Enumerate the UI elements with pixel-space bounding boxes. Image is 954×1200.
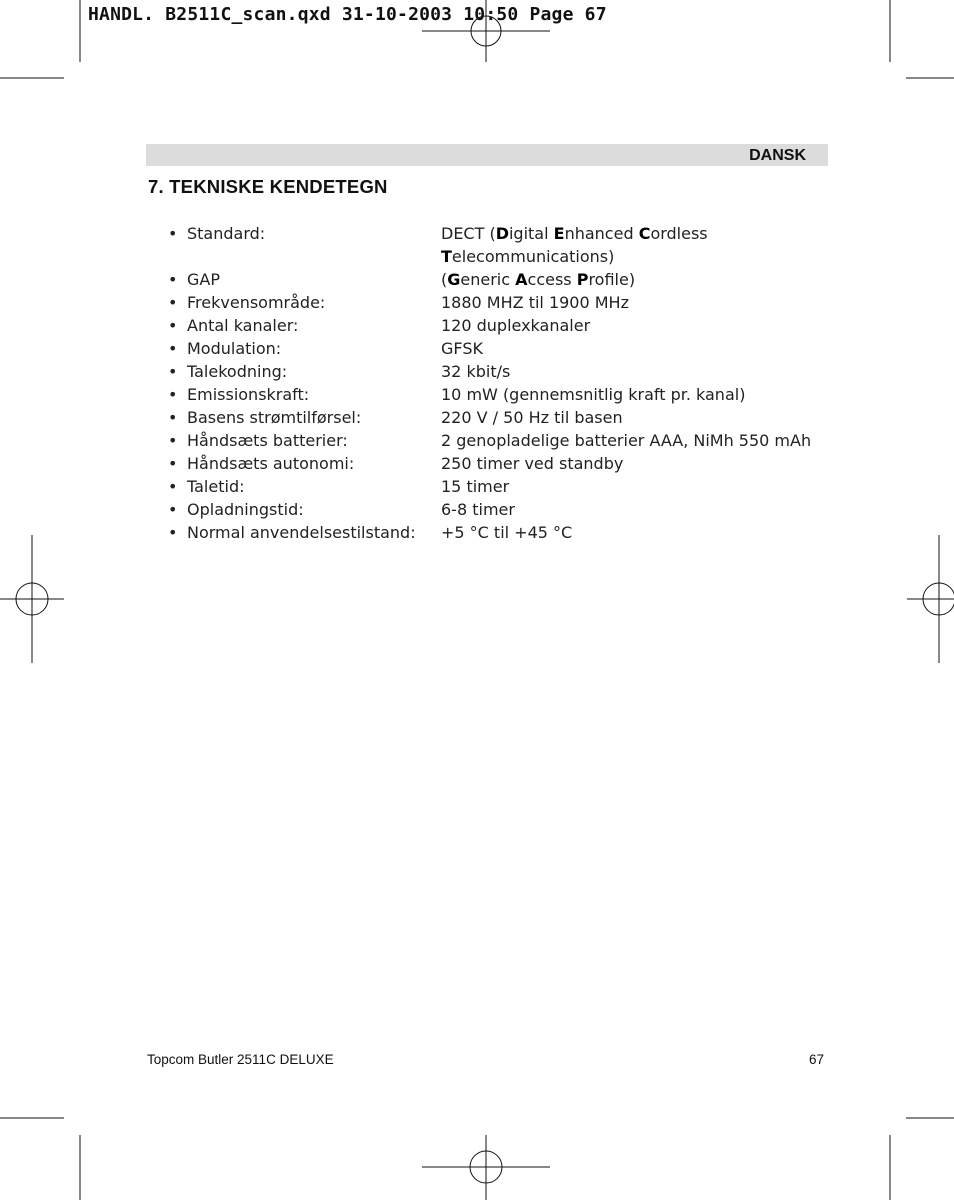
spec-label: Håndsæts batterier: (187, 431, 348, 450)
spec-value: 10 mW (gennemsnitlig kraft pr. kanal) (441, 385, 746, 404)
bullet-icon: • (168, 293, 178, 312)
spec-row (168, 268, 831, 291)
spec-value: GFSK (441, 339, 483, 358)
spec-row (168, 291, 831, 314)
spec-list (168, 222, 831, 544)
bullet-icon: • (168, 454, 178, 473)
spec-value: DECT (Digital Enhanced Cordless Telecommunications) (441, 224, 708, 266)
registration-mark-bottom (422, 1135, 550, 1200)
spec-label: Taletid: (187, 477, 245, 496)
spec-label: Frekvensområde: (187, 293, 326, 312)
bullet-icon: • (168, 500, 178, 519)
spec-value: 15 timer (441, 477, 510, 496)
spec-row (168, 383, 831, 406)
spec-value: (Generic Access Profile) (441, 270, 636, 289)
spec-label: Normal anvendelsestilstand: (187, 523, 416, 542)
language-label: DANSK (749, 147, 806, 164)
bullet-icon: • (168, 385, 178, 404)
spec-row (168, 222, 831, 268)
spec-row (168, 360, 831, 383)
spec-label: Håndsæts autonomi: (187, 454, 355, 473)
bullet-icon: • (168, 523, 178, 542)
footer-product-name: Topcom Butler 2511C DELUXE (147, 1052, 334, 1067)
spec-row (168, 475, 831, 498)
spec-row (168, 406, 831, 429)
spec-row (168, 314, 831, 337)
spec-label: Talekodning: (187, 362, 288, 381)
spec-row (168, 452, 831, 475)
spec-value: 2 genopladelige batterier AAA, NiMh 550 mAh (441, 431, 812, 450)
spec-label: Standard: (187, 224, 266, 243)
bullet-icon: • (168, 408, 178, 427)
spec-value: 120 duplexkanaler (441, 316, 591, 335)
bullet-icon: • (168, 477, 178, 496)
spec-label: GAP (187, 270, 220, 289)
spec-label: Emissionskraft: (187, 385, 310, 404)
spec-value: 1880 MHZ til 1900 MHz (441, 293, 629, 312)
spec-row (168, 337, 831, 360)
spec-label: Opladningstid: (187, 500, 304, 519)
spec-value: 32 kbit/s (441, 362, 511, 381)
spec-value: 220 V / 50 Hz til basen (441, 408, 623, 427)
bullet-icon: • (168, 270, 178, 289)
language-header-bar (146, 144, 828, 166)
print-slug-line: HANDL. B2511C_scan.qxd 31-10-2003 10:50 Page 67 (88, 4, 607, 25)
bullet-icon: • (168, 362, 178, 381)
registration-mark-right (907, 535, 954, 663)
bullet-icon: • (168, 339, 178, 358)
spec-label: Basens strømtilførsel: (187, 408, 362, 427)
spec-label: Modulation: (187, 339, 282, 358)
spec-label: Antal kanaler: (187, 316, 299, 335)
spec-row (168, 498, 831, 521)
spec-value: 6-8 timer (441, 500, 515, 519)
bullet-icon: • (168, 224, 178, 243)
section-title: 7. TEKNISKE KENDETEGN (148, 176, 388, 197)
bullet-icon: • (168, 316, 178, 335)
spec-value: +5 °C til +45 °C (441, 523, 573, 542)
footer-page-number: 67 (808, 1052, 824, 1067)
registration-mark-left (0, 535, 64, 663)
spec-row (168, 429, 831, 452)
bullet-icon: • (168, 431, 178, 450)
spec-row (168, 521, 831, 544)
spec-value: 250 timer ved standby (441, 454, 624, 473)
